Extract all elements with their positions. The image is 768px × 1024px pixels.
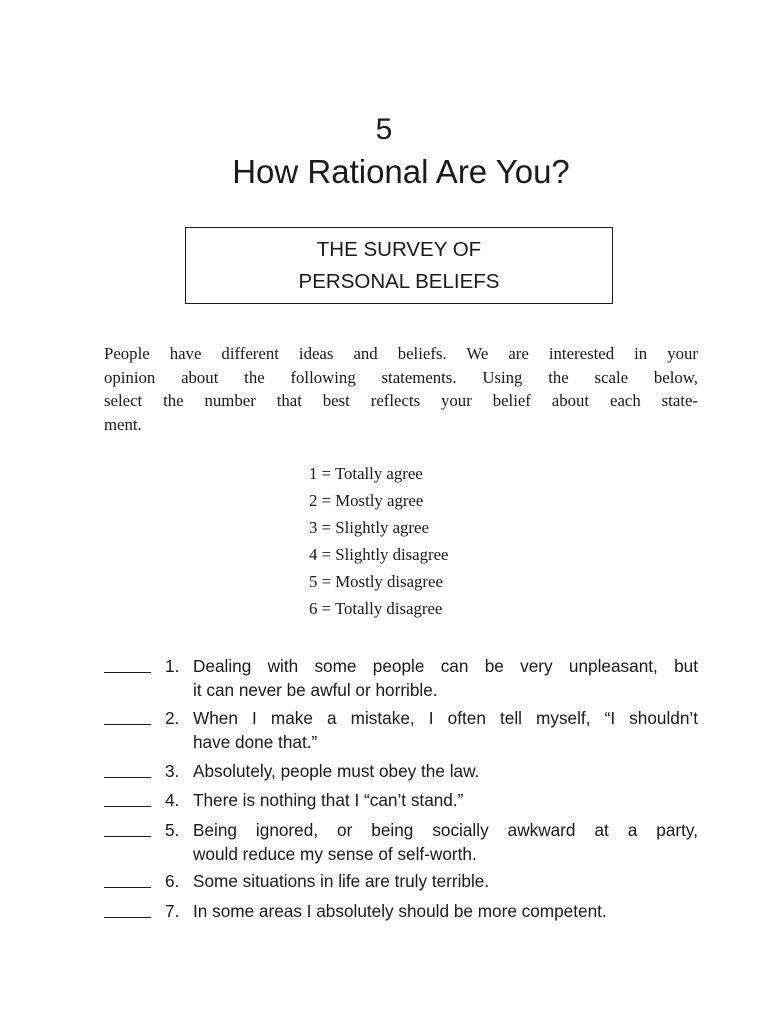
scale-option: 1 = Totally agree: [309, 464, 423, 483]
answer-blank[interactable]: [104, 899, 151, 918]
survey-title-line-1: THE SURVEY OF: [316, 238, 482, 261]
item-text-line-1: Being ignored, or being socially awkward at a party,: [193, 820, 698, 840]
intro-line-1: People have different ideas and beliefs. We are interested in your: [104, 344, 698, 363]
answer-blank[interactable]: [104, 759, 151, 778]
answer-blank[interactable]: [104, 706, 151, 725]
item-text: [193, 706, 698, 754]
survey-title-box: [185, 227, 613, 304]
item-text-line-1: There is nothing that I “can’t stand.”: [193, 790, 464, 810]
rating-scale: [309, 461, 449, 622]
item-number: 7.: [165, 901, 180, 921]
intro-line-2: opinion about the following statements. Using the scale below,: [104, 367, 698, 387]
scale-option: 5 = Mostly disagree: [309, 571, 443, 591]
survey-title-line-2: PERSONAL BELIEFS: [298, 270, 500, 293]
item-number: 1.: [165, 656, 180, 676]
scale-option: 4 = Slightly disagree: [309, 544, 449, 564]
chapter-title: How Rational Are You?: [232, 153, 570, 190]
item-text-line-2: have done that.”: [193, 732, 318, 752]
item-text-line-1: Dealing with some people can be very unpleasant, but: [193, 656, 698, 676]
item-number: 5.: [165, 820, 180, 840]
item-number: 3.: [165, 761, 180, 781]
item-text: [193, 869, 698, 893]
item-text-line-2: would reduce my sense of self-worth.: [193, 844, 477, 864]
item-number: 6.: [165, 871, 180, 891]
item-text: [193, 788, 698, 812]
chapter-number: 5: [375, 113, 393, 146]
item-text-line-2: it can never be awful or horrible.: [193, 680, 438, 700]
intro-line-3: select the number that best reflects your belief about each state-: [104, 391, 698, 410]
scale-option: 2 = Mostly agree: [309, 490, 424, 510]
item-number: 2.: [165, 708, 180, 728]
item-text: [193, 899, 698, 923]
answer-blank[interactable]: [104, 654, 151, 673]
item-text-line-1: In some areas I absolutely should be more competent.: [193, 901, 607, 921]
item-text-line-1: Some situations in life are truly terrible.: [193, 871, 490, 891]
answer-blank[interactable]: [104, 818, 151, 837]
scale-option: 3 = Slightly agree: [309, 517, 429, 537]
item-number: 4.: [165, 790, 180, 810]
scale-option: 6 = Totally disagree: [309, 598, 443, 618]
intro-line-4: ment.: [104, 414, 142, 434]
item-text: [193, 759, 698, 783]
answer-blank[interactable]: [104, 869, 151, 888]
item-text: [193, 654, 698, 702]
item-text: [193, 818, 698, 866]
item-text-line-1: Absolutely, people must obey the law.: [193, 761, 480, 781]
answer-blank[interactable]: [104, 788, 151, 807]
item-text-line-1: When I make a mistake, I often tell myself, “I shouldn’t: [193, 708, 698, 728]
intro-paragraph: [104, 342, 698, 436]
